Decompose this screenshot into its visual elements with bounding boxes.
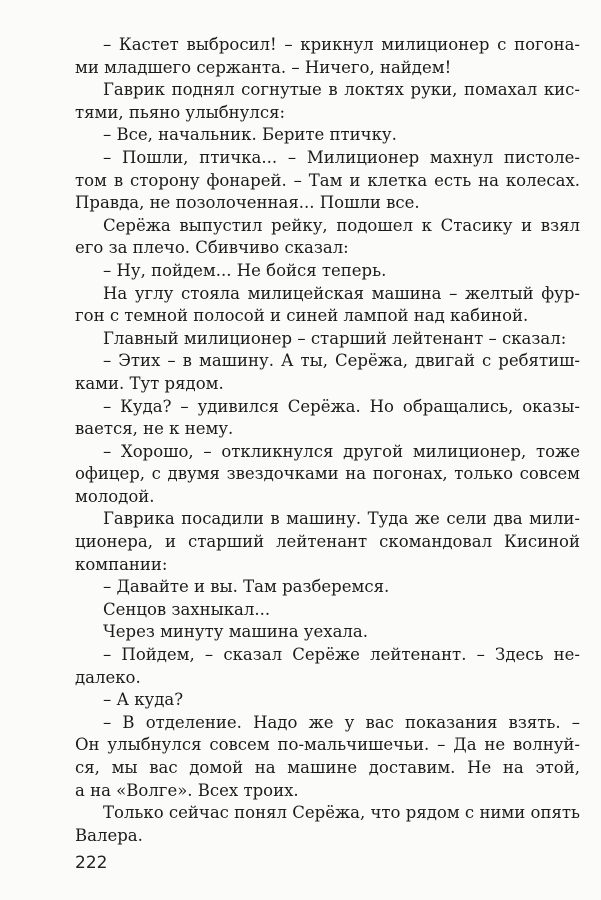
paragraph: [75, 441, 580, 509]
paragraph: [75, 621, 580, 644]
paragraph: [75, 79, 580, 124]
text-line: офицер, с двумя звездочками на погонах, только совсем: [75, 464, 580, 484]
page-number: 222: [75, 853, 108, 873]
text-line: – Кастет выбросил! – крикнул милиционер с погона-: [103, 35, 580, 54]
text-line: Только сейчас понял Серёжа, что рядом с ними опять: [103, 803, 580, 823]
text-line: Он улыбнулся совсем по-мальчишечьи. – Да не волнуй-: [75, 735, 580, 755]
text-line: том в сторону фонарей. – Там и клетка есть на колесах.: [75, 170, 580, 190]
text-line: Серёжа выпустил рейку, подошел к Стасику и взял: [103, 215, 580, 235]
paragraph: [75, 328, 580, 351]
text-line: Через минуту машина уехала.: [103, 622, 368, 642]
paragraph: [75, 576, 580, 599]
text-line: его за плечо. Сбивчиво сказал:: [75, 238, 349, 258]
text-line: – Все, начальник. Берите птичку.: [103, 125, 397, 145]
text-line: далеко.: [75, 667, 141, 687]
paragraph: [75, 260, 580, 283]
text-line: Гаврика посадили в машину. Туда же сели два мили-: [103, 509, 580, 529]
paragraph: [75, 599, 580, 622]
paragraph: [75, 644, 580, 689]
text-line: – В отделение. Надо же у вас показания взять. –: [103, 712, 580, 732]
text-line: – Куда? – удивился Серёжа. Но обращались, оказы-: [103, 396, 580, 416]
text-line: гон с темной полосой и синей лампой над кабиной.: [75, 306, 529, 326]
paragraph: [75, 689, 580, 712]
paragraph: [75, 147, 580, 215]
text-line: – А куда?: [103, 690, 184, 710]
paragraph: [75, 215, 580, 260]
text-line: а на «Волге». Всех троих.: [75, 780, 299, 800]
text-line: – Пошли, птичка... – Милиционер махнул пистоле-: [103, 147, 580, 167]
text-line: – Ну, пойдем... Не бойся теперь.: [103, 260, 387, 280]
text-line: ционера, и старший лейтенант скомандовал Кисиной: [75, 532, 580, 552]
text-line: ками. Тут рядом.: [75, 373, 224, 393]
text-line: тями, пьяно улыбнулся:: [75, 102, 286, 122]
paragraph: [75, 283, 580, 328]
text-line: На углу стояла милицейская машина – желтый фур-: [103, 283, 580, 303]
paragraph: [75, 396, 580, 441]
paragraph: [75, 350, 580, 395]
text-line: – Давайте и вы. Там разберемся.: [103, 577, 390, 597]
page-text: [75, 34, 580, 847]
text-line: Сенцов захныкал...: [103, 599, 271, 619]
text-line: ся, мы вас домой на машине доставим. Не на этой,: [75, 758, 580, 777]
paragraph: [75, 34, 580, 79]
text-line: Главный милиционер – старший лейтенант – сказал:: [103, 328, 567, 348]
text-line: ми младшего сержанта. – Ничего, найдем!: [75, 57, 452, 77]
text-line: Гаврик поднял согнутые в локтях руки, помахал кис-: [103, 80, 580, 100]
text-line: компании:: [75, 554, 168, 574]
text-line: – Пойдем, – сказал Серёже лейтенант. – Здесь не-: [103, 645, 580, 665]
text-line: – Хорошо, – откликнулся другой милиционер, тоже: [103, 441, 580, 461]
text-line: – Этих – в машину. А ты, Серёжа, двигай с ребятиш-: [103, 351, 580, 371]
text-line: вается, не к нему.: [75, 419, 234, 439]
paragraph: [75, 508, 580, 576]
text-line: Правда, не позолоченная... Пошли все.: [75, 193, 420, 213]
text-line: Валера.: [75, 825, 143, 845]
paragraph: [75, 712, 580, 802]
text-line: молодой.: [75, 486, 155, 506]
paragraph: [75, 124, 580, 147]
paragraph: [75, 802, 580, 847]
